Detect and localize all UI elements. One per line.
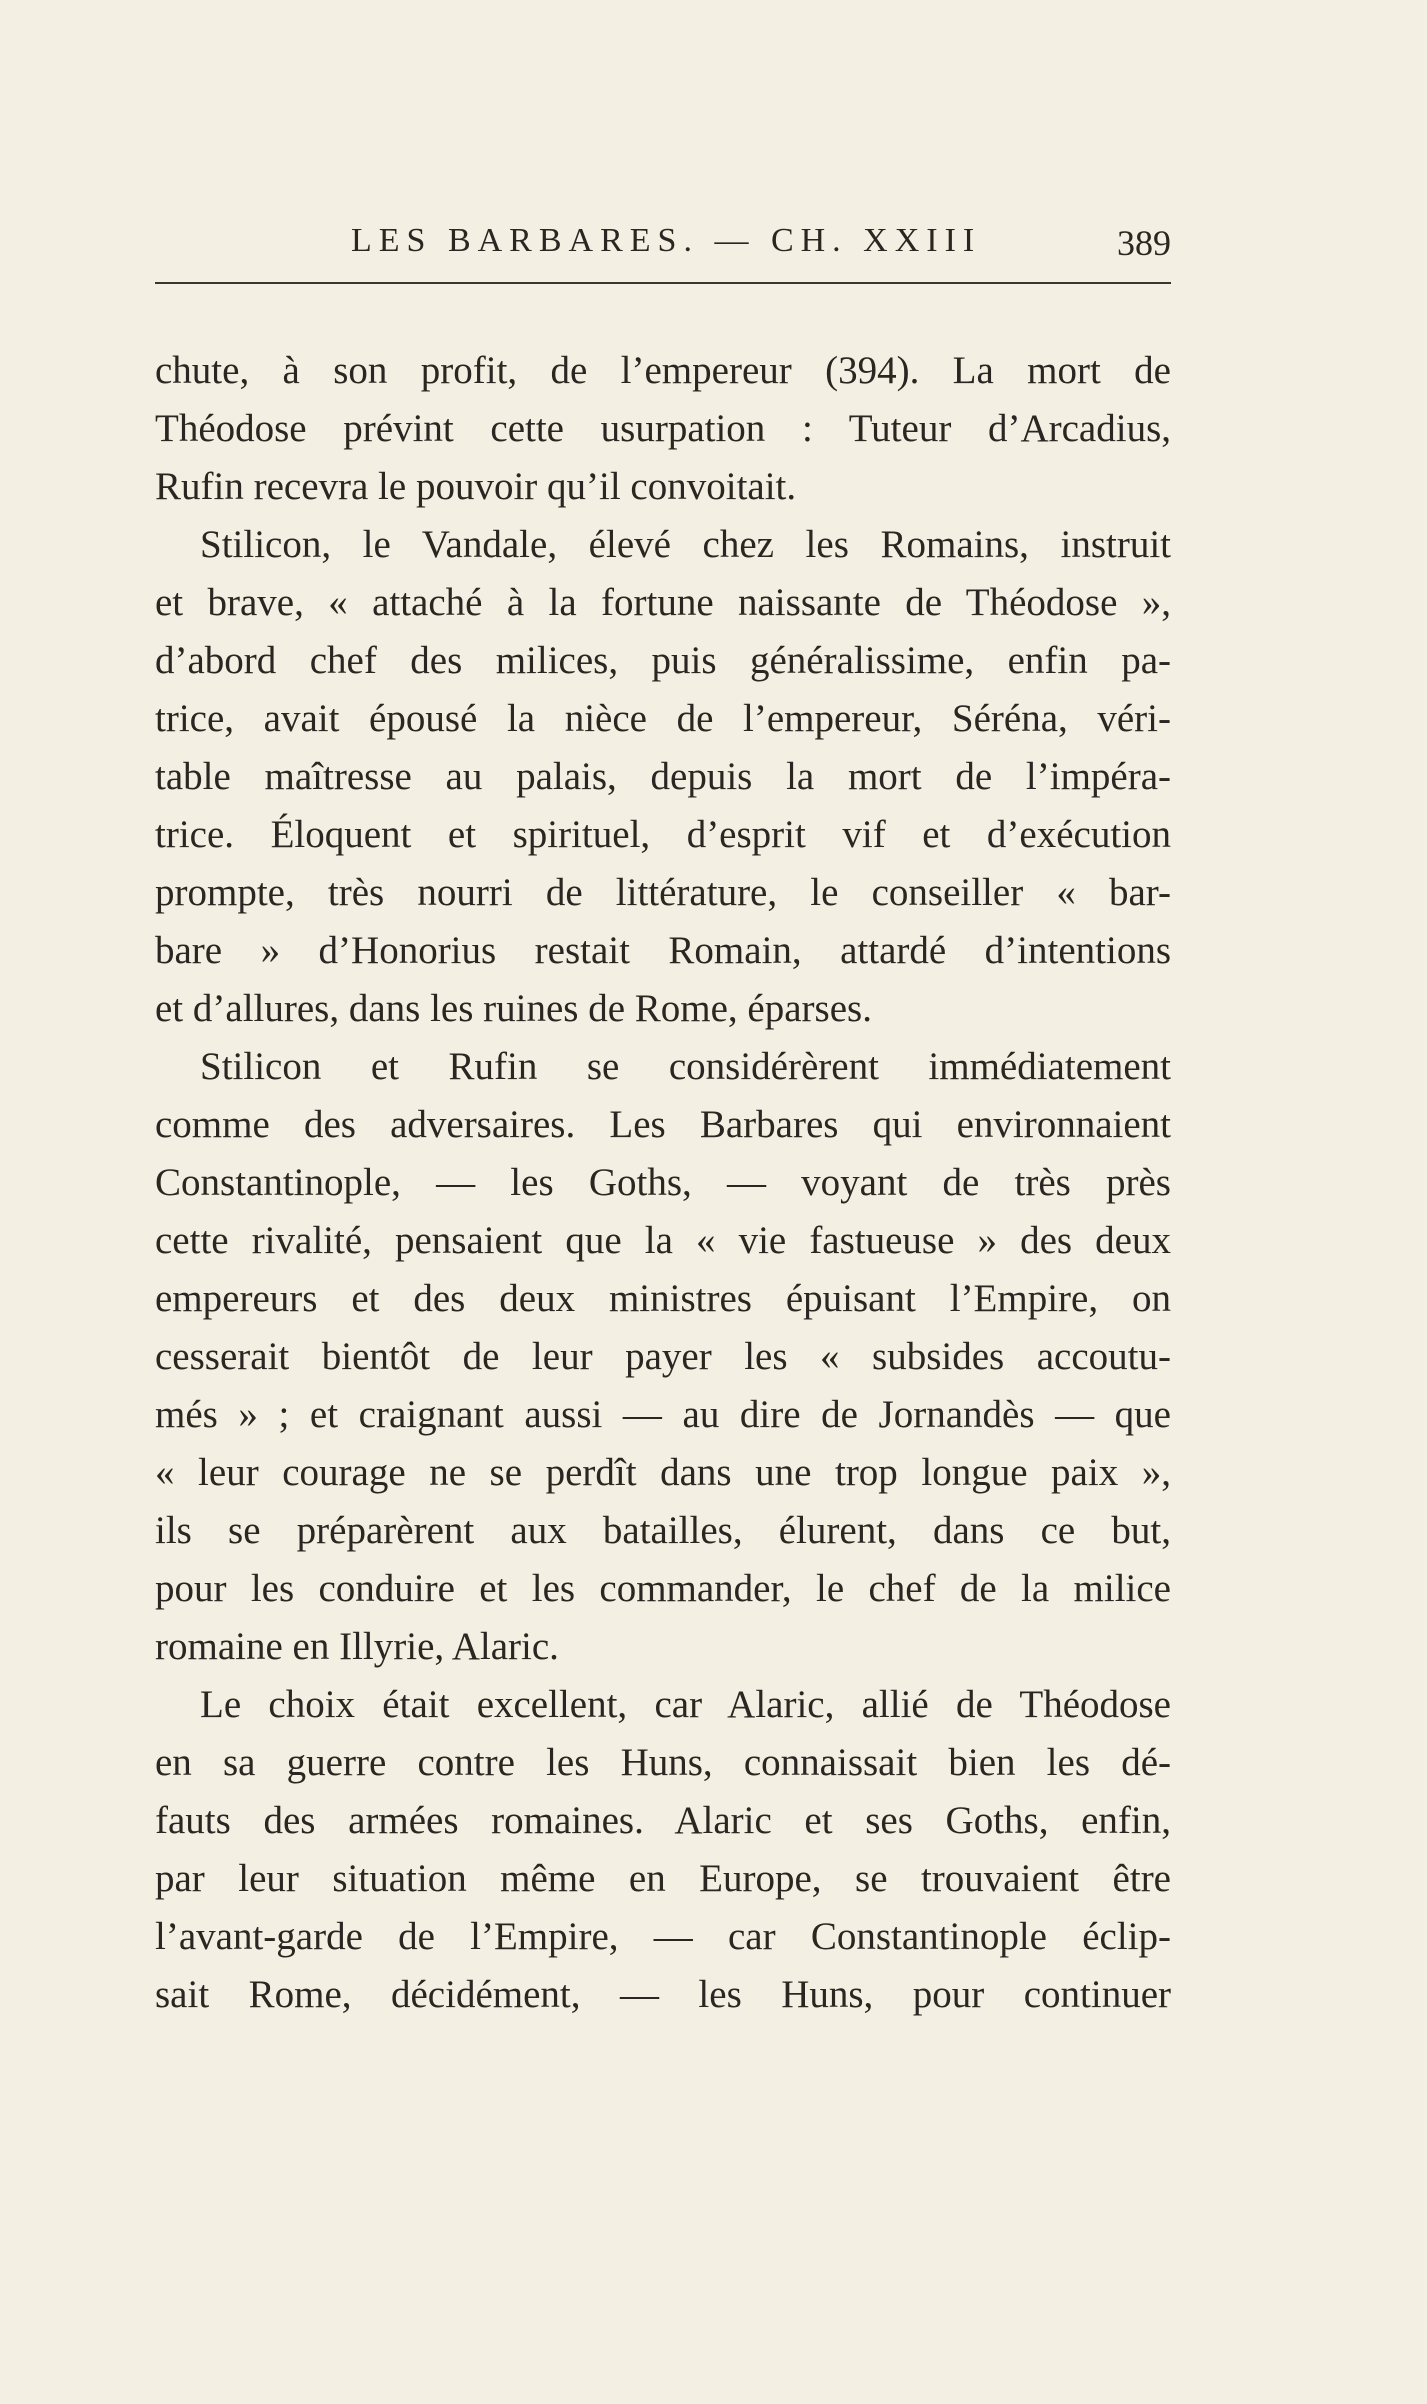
- text-line: Constantinople, — les Goths, — voyant de très près: [155, 1161, 1171, 1204]
- text-line: chute, à son profit, de l’empereur (394). La mort de: [155, 349, 1171, 392]
- text-line: Stilicon, le Vandale, élevé chez les Romains, instruit: [200, 523, 1171, 566]
- body-text: [155, 342, 1171, 2024]
- text-line: et d’allures, dans les ruines de Rome, éparses.: [155, 987, 872, 1030]
- text-line: empereurs et des deux ministres épuisant l’Empire, on: [155, 1277, 1171, 1320]
- text-line: pour les conduire et les commander, le chef de la milice: [155, 1567, 1171, 1610]
- paragraph: [155, 1038, 1171, 1676]
- text-line: Le choix était excellent, car Alaric, allié de Théodose: [200, 1683, 1171, 1726]
- header-rule: [155, 282, 1171, 284]
- text-line: l’avant-garde de l’Empire, — car Constantinople éclip-: [155, 1915, 1171, 1958]
- text-line: ils se préparèrent aux batailles, élurent, dans ce but,: [155, 1509, 1171, 1552]
- text-line: bare » d’Honorius restait Romain, attardé d’intentions: [155, 929, 1171, 972]
- text-line: trice, avait épousé la nièce de l’empereur, Séréna, véri-: [155, 697, 1171, 740]
- text-line: par leur situation même en Europe, se trouvaient être: [155, 1857, 1171, 1900]
- text-line: Stilicon et Rufin se considérèrent immédiatement: [200, 1045, 1171, 1088]
- text-line: en sa guerre contre les Huns, connaissait bien les dé-: [155, 1741, 1171, 1784]
- text-line: table maîtresse au palais, depuis la mort de l’impéra-: [155, 755, 1171, 798]
- text-line: sait Rome, décidément, — les Huns, pour continuer: [155, 1973, 1171, 2016]
- text-line: cesserait bientôt de leur payer les « subsides accoutu-: [155, 1335, 1171, 1378]
- running-head: LES BARBARES. — CH. XXIII: [351, 222, 982, 259]
- paragraph: [155, 1676, 1171, 2024]
- text-line: cette rivalité, pensaient que la « vie fastueuse » des deux: [155, 1219, 1171, 1262]
- text-line: et brave, « attaché à la fortune naissante de Théodose »,: [155, 581, 1171, 624]
- text-line: prompte, très nourri de littérature, le conseiller « bar-: [155, 871, 1171, 914]
- text-line: d’abord chef des milices, puis généralissime, enfin pa-: [155, 639, 1171, 682]
- text-line: « leur courage ne se perdît dans une trop longue paix »,: [155, 1451, 1171, 1494]
- page-number: 389: [1117, 223, 1171, 263]
- text-line: fauts des armées romaines. Alaric et ses Goths, enfin,: [155, 1799, 1171, 1842]
- text-line: romaine en Illyrie, Alaric.: [155, 1625, 559, 1668]
- paragraph: [155, 516, 1171, 1038]
- page-header: [155, 212, 1171, 272]
- paragraph: [155, 342, 1171, 516]
- text-line: Théodose prévint cette usurpation : Tuteur d’Arcadius,: [155, 407, 1171, 450]
- text-line: comme des adversaires. Les Barbares qui environnaient: [155, 1103, 1171, 1146]
- text-line: més » ; et craignant aussi — au dire de Jornandès — que: [155, 1393, 1171, 1436]
- text-line: trice. Éloquent et spirituel, d’esprit vif et d’exécution: [155, 813, 1171, 856]
- text-line: Rufin recevra le pouvoir qu’il convoitait.: [155, 465, 797, 508]
